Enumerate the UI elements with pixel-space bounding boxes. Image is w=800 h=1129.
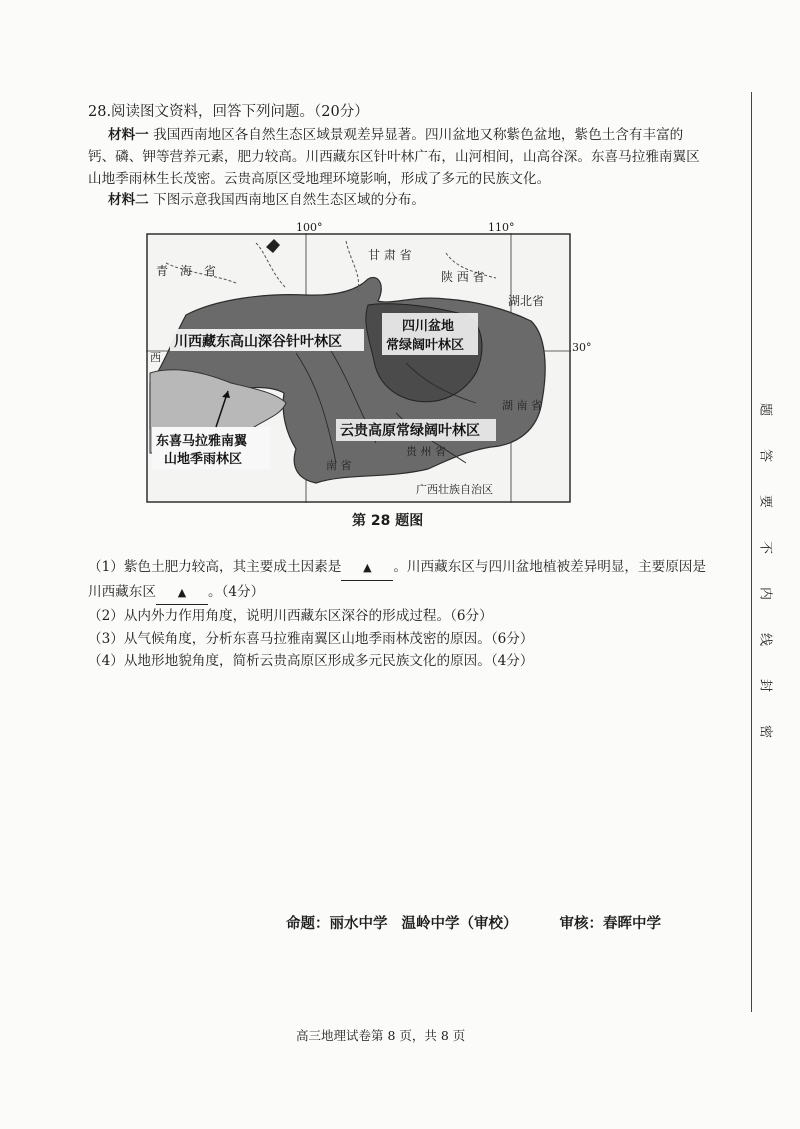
- material-one-label: 材料一: [108, 127, 149, 143]
- q1-text-a: （1）紫色土肥力较高，其主要成土因素是: [88, 559, 342, 575]
- material-two-label: 材料二: [108, 192, 149, 208]
- question-1: [88, 556, 708, 605]
- southwest-china-map: [146, 221, 592, 503]
- exam-credits: [286, 912, 675, 933]
- label-sichuan-line2: 常绿阔叶林区: [386, 338, 465, 353]
- q1-blank-1: ▲: [341, 557, 393, 581]
- label-hubei: 湖北省: [508, 294, 545, 308]
- label-guizhou: 贵 州 省: [406, 445, 446, 458]
- side-char-1: 答: [757, 448, 773, 462]
- label-chuanxi-region: 川西藏东高山深谷针叶林区: [174, 334, 342, 350]
- binding-line: [751, 92, 752, 1012]
- label-guangxi: 广西壮族自治区: [416, 483, 493, 496]
- label-hunan: 湖 南 省: [502, 399, 542, 412]
- label-xizang: 西: [150, 351, 161, 364]
- question-4: （4）从地形地貌角度，简析云贵高原区形成多元民族文化的原因。（4分）: [88, 653, 534, 669]
- label-qinghai: 青 海 省: [156, 264, 217, 278]
- label-shaanxi: 陕 西 省: [441, 270, 485, 284]
- question-title: 28.阅读图文资料，回答下列问题。（20分）: [88, 104, 369, 120]
- q1-blank-2: ▲: [156, 582, 208, 606]
- question-2: （2）从内外力作用角度，说明川西藏东区深谷的形成过程。（6分）: [88, 608, 493, 624]
- label-himalaya-line2: 山地季雨林区: [164, 452, 243, 467]
- label-gansu: 甘 肃 省: [368, 248, 412, 262]
- label-lat-30: 30°: [572, 341, 592, 354]
- map-caption: 第 28 题图: [352, 513, 424, 529]
- material-one: [88, 124, 708, 190]
- q1-text-b: 。川西藏东区与四川盆地植被差异明显，主要原因是川西藏东区: [88, 559, 706, 600]
- credit-school2: 温岭中学（审校）: [401, 916, 518, 932]
- credit-author: 命题：丽水中学: [286, 916, 388, 932]
- side-char-2: 要: [757, 494, 773, 508]
- side-char-3: 不: [757, 540, 773, 554]
- side-char-5: 线: [757, 632, 773, 646]
- label-yungui-region: 云贵高原常绿阔叶林区: [340, 423, 480, 439]
- label-lon-110: 110°: [488, 221, 515, 234]
- side-char-4: 内: [757, 586, 773, 600]
- label-sichuan-line1: 四川盆地: [402, 319, 455, 334]
- map-svg: [146, 233, 571, 503]
- page-footer: 高三地理试卷第 8 页，共 8 页: [296, 1028, 466, 1043]
- side-char-7: 密: [757, 724, 773, 738]
- label-lon-100: 100°: [296, 221, 323, 234]
- credit-reviewer: 审核：春晖中学: [559, 916, 661, 932]
- material-two: [108, 189, 728, 211]
- material-one-text: 我国西南地区各自然生态区域景观差异显著。四川盆地又称紫色盆地，紫色土含有丰富的钙、磷、钾等营养元素，肥力较高。川西藏东区针叶林广布，山河相间，山高谷深。东喜马拉雅南翼区山地季雨林生长茂密。云贵高原区受地理环境影响，形成了多元的民族文化。: [88, 127, 700, 187]
- question-3: （3）从气候角度，分析东喜马拉雅南翼区山地季雨林茂密的原因。（6分）: [88, 630, 534, 647]
- material-two-text: 下图示意我国西南地区自然生态区域的分布。: [153, 192, 425, 208]
- q1-text-c: 。（4分）: [207, 583, 265, 600]
- sub-questions: [88, 556, 708, 673]
- side-char-6: 封: [757, 678, 773, 692]
- side-char-0: 题: [757, 402, 773, 416]
- label-himalaya-line1: 东喜马拉雅南翼: [156, 434, 248, 449]
- label-yunnan: 南 省: [326, 459, 352, 472]
